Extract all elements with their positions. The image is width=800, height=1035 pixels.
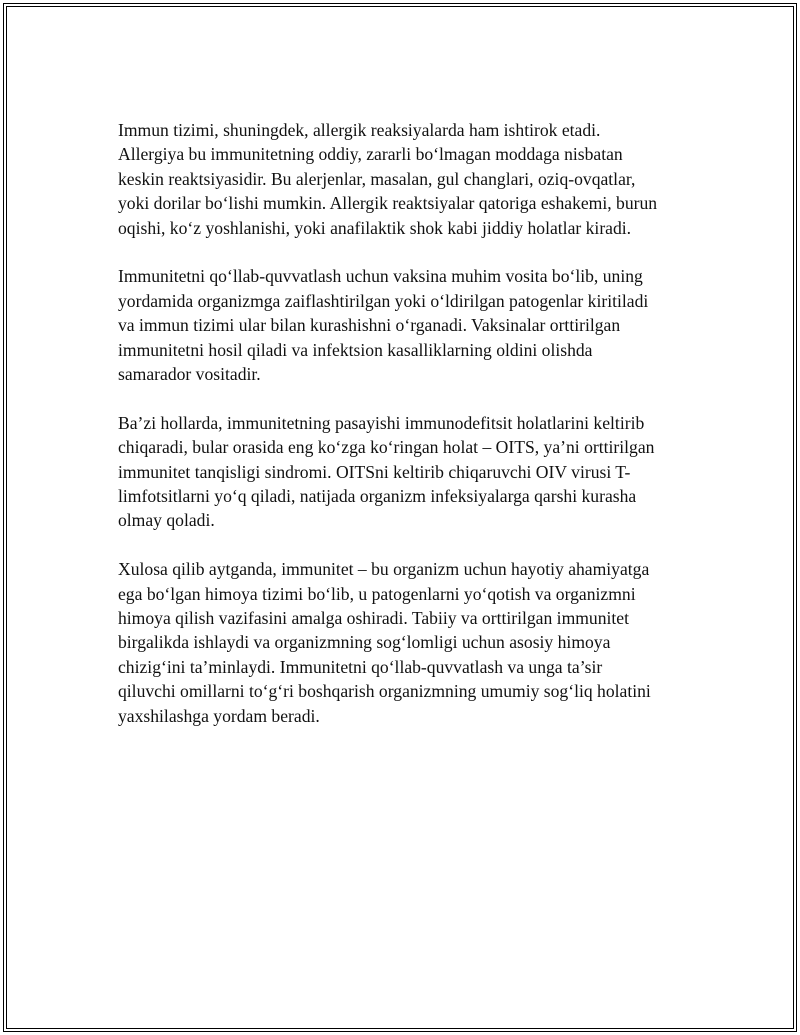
paragraph-conclusion: Xulosa qilib aytganda, immunitet – bu organizm uchun hayotiy ahamiyatga ega bo‘lgan himoya tizimi bo‘lib, u patogenlarni yo‘qotish va organizmni himoya qilish vazifasini amalga oshiradi. Tabiiy va orttirilgan immunitet birgalikda ishlaydi va organizmning sog‘lomligi uchun asosiy himoya chizig‘ini ta’minlaydi. Immunitetni qo‘llab-quvvatlash va unga ta’sir qiluvchi omillarni to‘g‘ri boshqarish organizmning umumiy sog‘liq holatini yaxshilashga yordam beradi. — [118, 559, 651, 726]
paragraph-vaccine: Immunitetni qo‘llab-quvvatlash uchun vaksina muhim vosita bo‘lib, uning yordamida organizmga zaiflashtirilgan yoki o‘ldirilgan patogenlar kiritiladi va immun tizimi ular bilan kurashishni o‘rganadi. Vaksinalar orttirilgan immunitetni hosil qiladi va infektsion kasalliklarning oldini olishda samarador vositadir. — [118, 266, 649, 385]
document-body — [118, 118, 684, 753]
paragraph-allergy: Immun tizimi, shuningdek, allergik reaksiyalarda ham ishtirok etadi. Allergiya bu immunitetning oddiy, zararli bo‘lmagan moddaga nisbatan keskin reaktsiyasidir. Bu alerjenlar, masalan, gul changlari, oziq-ovqatlar, yoki dorilar bo‘lishi mumkin. Allergik reaktsiyalar qatoriga eshakemi, burun oqishi, ko‘z yoshlanishi, yoki anafilaktik shok kabi jiddiy holatlar kiradi. — [118, 120, 658, 238]
paragraph-immunodeficiency: Ba’zi hollarda, immunitetning pasayishi immunodefitsit holatlarini keltirib chiqaradi, bular orasida eng ko‘zga ko‘ringan holat – OITS, ya’ni orttirilgan immunitet tanqisligi sindromi. OITSni keltirib chiqaruvchi OIV virusi T- limfotsitlarni yo‘q qiladi, natijada organizm infeksiyalarga qarshi kurasha olmay qoladi. — [118, 412, 655, 531]
